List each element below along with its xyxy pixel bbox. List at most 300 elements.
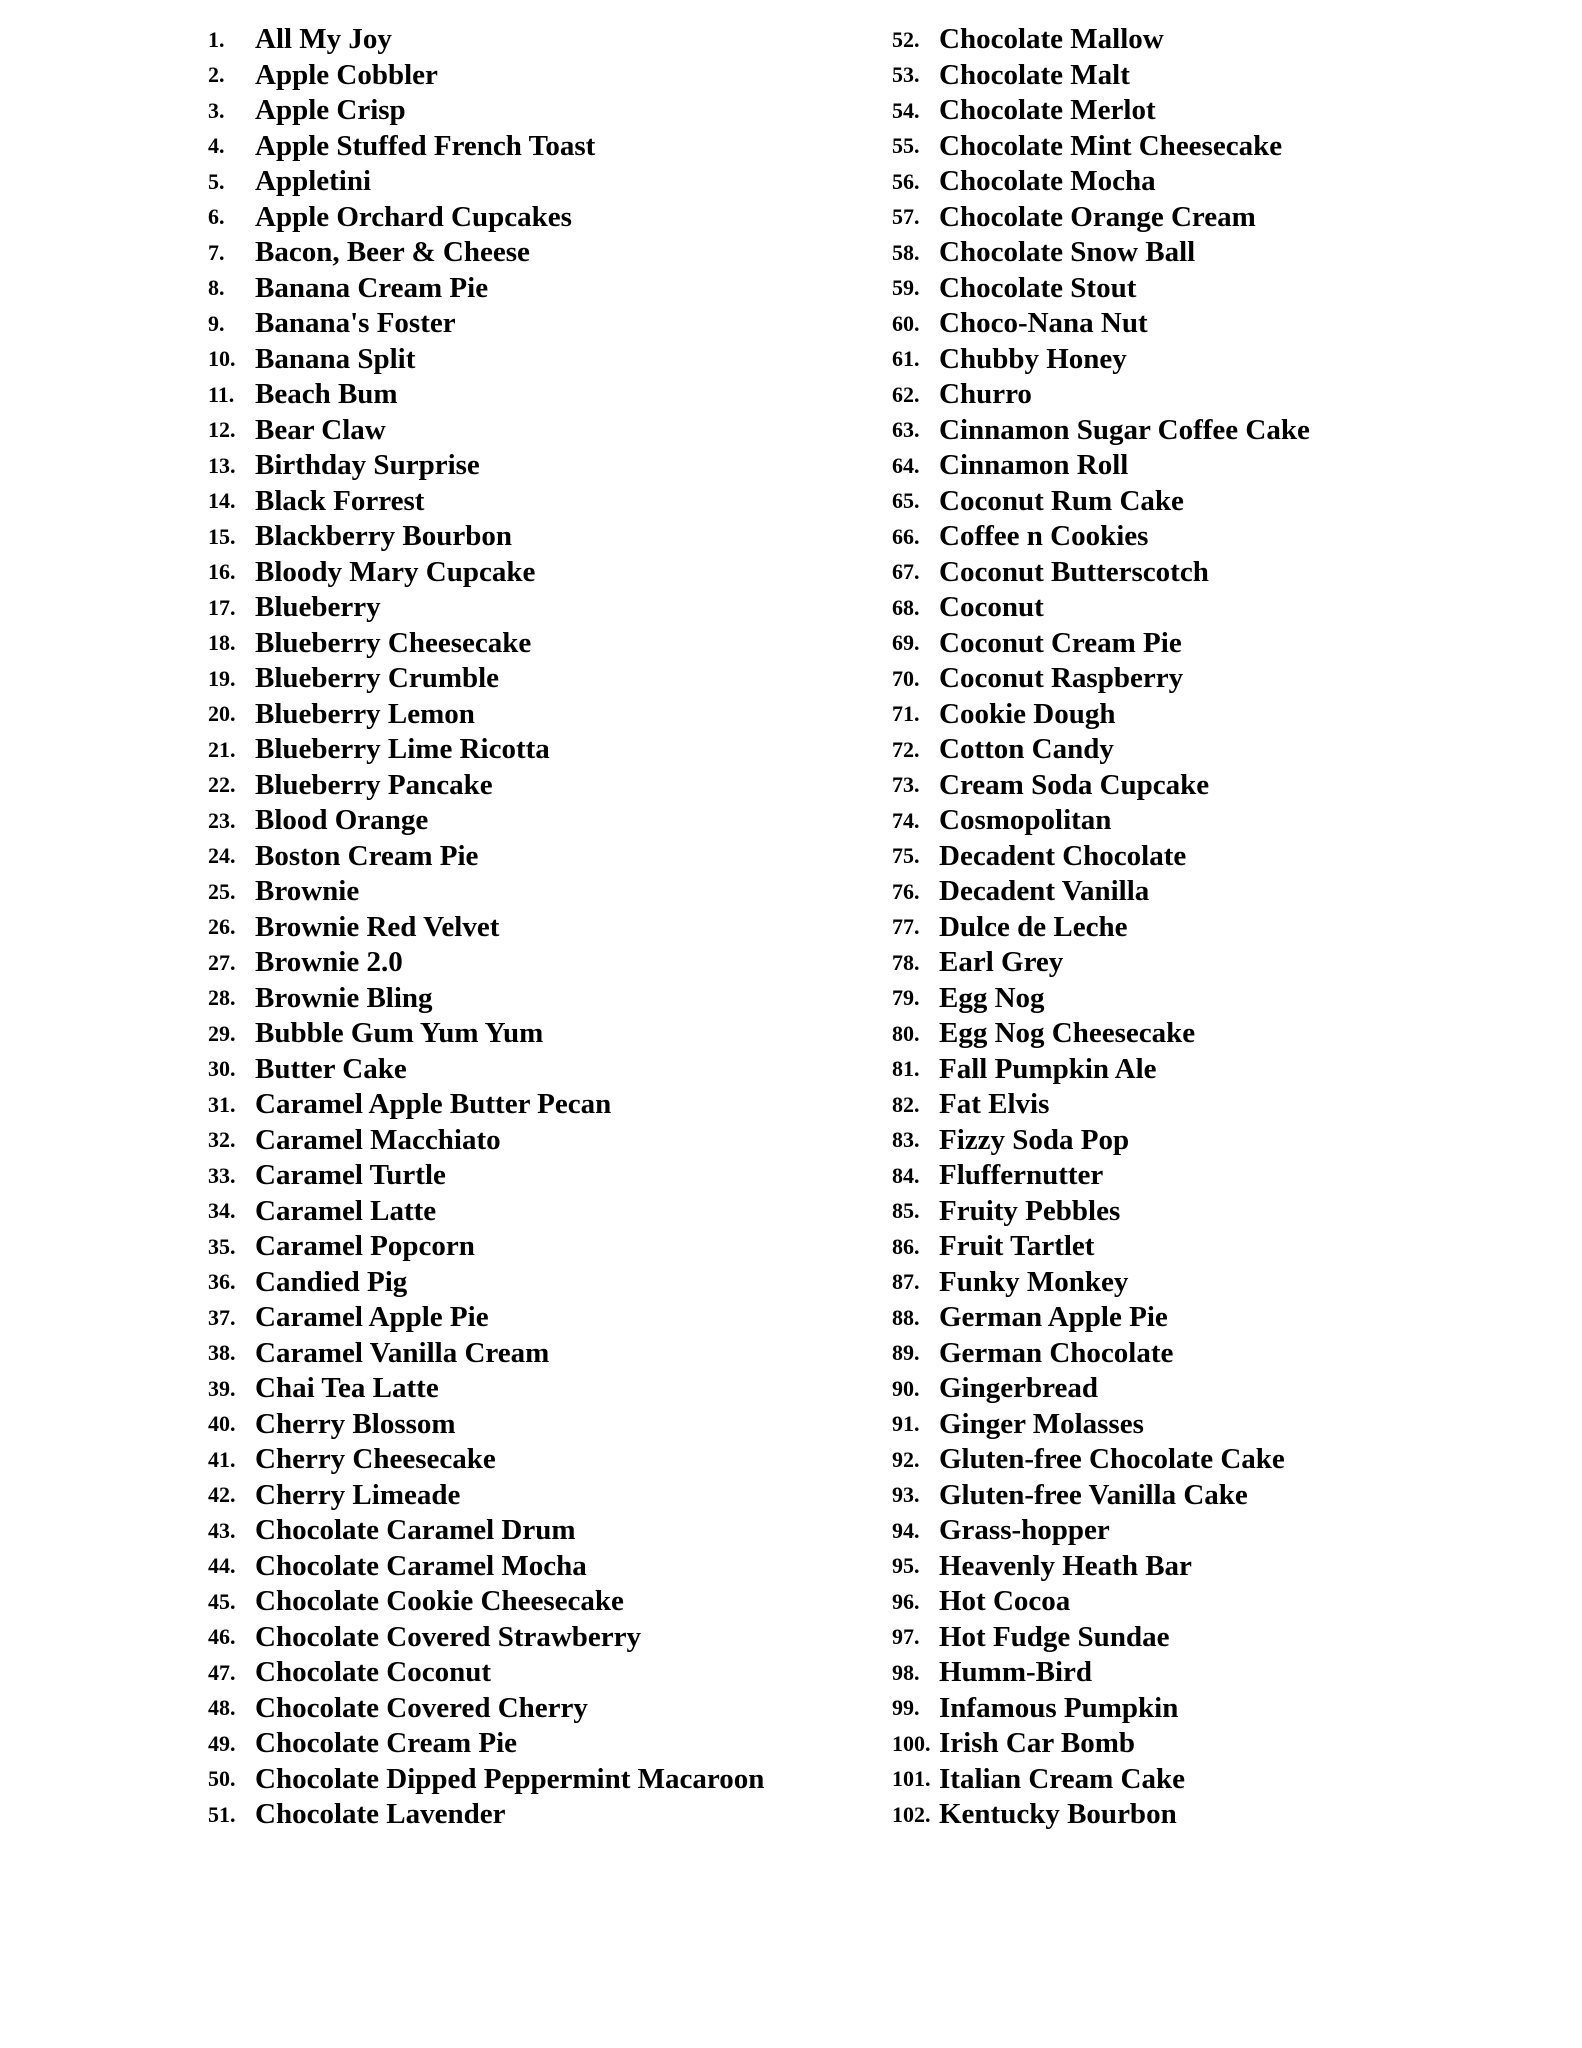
item-name: Chocolate Covered Cherry <box>255 1691 588 1724</box>
list-item <box>208 803 828 839</box>
item-name: Chocolate Merlot <box>939 94 1156 127</box>
list-item <box>892 1407 1532 1443</box>
item-number: 72. <box>892 736 920 762</box>
flavor-list-left-column <box>208 22 828 1833</box>
item-name: Blood Orange <box>255 804 429 837</box>
item-number: 69. <box>892 630 920 656</box>
list-item <box>892 1300 1532 1336</box>
list-item <box>892 1229 1532 1265</box>
list-item <box>208 732 828 768</box>
list-item <box>892 271 1532 307</box>
item-name: Blueberry Crumble <box>255 662 500 695</box>
item-number: 98. <box>892 1659 920 1685</box>
item-number: 17. <box>208 594 236 620</box>
item-name: Chocolate Mocha <box>939 165 1156 198</box>
item-number: 65. <box>892 488 920 514</box>
item-name: Brownie Bling <box>255 981 433 1014</box>
list-item <box>892 555 1532 591</box>
item-number: 46. <box>208 1624 236 1650</box>
item-name: Beach Bum <box>255 378 398 411</box>
item-number: 66. <box>892 523 920 549</box>
item-number: 82. <box>892 1091 920 1117</box>
item-number: 22. <box>208 772 236 798</box>
list-item <box>208 1442 828 1478</box>
list-item <box>208 129 828 165</box>
item-name: Chocolate Coconut <box>255 1656 492 1689</box>
list-item <box>892 1620 1532 1656</box>
item-name: Decadent Vanilla <box>939 875 1150 908</box>
item-number: 21. <box>208 736 236 762</box>
item-number: 102. <box>892 1801 931 1827</box>
item-number: 89. <box>892 1340 920 1366</box>
list-item <box>208 1549 828 1585</box>
item-number: 14. <box>208 488 236 514</box>
item-number: 53. <box>892 62 920 88</box>
item-number: 28. <box>208 985 236 1011</box>
item-number: 100. <box>892 1730 931 1756</box>
list-item <box>892 93 1532 129</box>
item-name: Brownie <box>255 875 360 908</box>
item-name: Boston Cream Pie <box>255 839 479 872</box>
item-number: 74. <box>892 807 920 833</box>
list-item <box>892 164 1532 200</box>
item-number: 34. <box>208 1198 236 1224</box>
list-item <box>208 1797 828 1833</box>
item-name: Churro <box>939 378 1032 411</box>
list-item <box>208 22 828 58</box>
item-name: Funky Monkey <box>939 1265 1129 1298</box>
item-name: Banana Cream Pie <box>255 271 489 304</box>
list-item <box>892 58 1532 94</box>
item-number: 77. <box>892 914 920 940</box>
list-item <box>208 945 828 981</box>
item-number: 49. <box>208 1730 236 1756</box>
list-item <box>208 1371 828 1407</box>
flavor-list-right-column <box>892 22 1532 1833</box>
item-name: Caramel Apple Butter Pecan <box>255 1088 612 1121</box>
list-item <box>892 732 1532 768</box>
item-number: 88. <box>892 1304 920 1330</box>
item-number: 84. <box>892 1162 920 1188</box>
item-name: Caramel Latte <box>255 1194 437 1227</box>
list-item <box>208 1016 828 1052</box>
list-item <box>208 839 828 875</box>
list-item <box>208 306 828 342</box>
item-name: Blueberry Lime Ricotta <box>255 733 550 766</box>
list-item <box>892 377 1532 413</box>
item-name: Dulce de Leche <box>939 910 1128 943</box>
item-name: Humm-Bird <box>939 1656 1093 1689</box>
item-number: 56. <box>892 168 920 194</box>
item-name: Chocolate Caramel Mocha <box>255 1549 587 1582</box>
item-name: Chai Tea Latte <box>255 1372 439 1405</box>
item-number: 43. <box>208 1517 236 1543</box>
item-number: 23. <box>208 807 236 833</box>
item-number: 57. <box>892 204 920 230</box>
item-name: Gluten-free Vanilla Cake <box>939 1478 1248 1511</box>
list-item <box>892 768 1532 804</box>
item-number: 39. <box>208 1375 236 1401</box>
item-number: 42. <box>208 1482 236 1508</box>
list-item <box>892 1052 1532 1088</box>
item-number: 41. <box>208 1446 236 1472</box>
list-item <box>892 519 1532 555</box>
item-number: 6. <box>208 204 225 230</box>
item-number: 30. <box>208 1056 236 1082</box>
item-number: 99. <box>892 1695 920 1721</box>
item-number: 35. <box>208 1233 236 1259</box>
item-name: Cream Soda Cupcake <box>939 768 1210 801</box>
item-name: Fall Pumpkin Ale <box>939 1052 1157 1085</box>
list-item <box>892 1726 1532 1762</box>
item-number: 19. <box>208 665 236 691</box>
item-number: 38. <box>208 1340 236 1366</box>
list-item <box>892 1158 1532 1194</box>
item-name: All My Joy <box>255 23 392 56</box>
item-name: Bubble Gum Yum Yum <box>255 1017 544 1050</box>
item-number: 9. <box>208 310 225 336</box>
item-number: 97. <box>892 1624 920 1650</box>
item-number: 55. <box>892 133 920 159</box>
item-number: 87. <box>892 1269 920 1295</box>
item-name: Apple Stuffed French Toast <box>255 129 596 162</box>
item-name: Fizzy Soda Pop <box>939 1123 1130 1156</box>
item-name: Italian Cream Cake <box>939 1762 1185 1795</box>
item-name: Fruity Pebbles <box>939 1194 1121 1227</box>
item-name: Kentucky Bourbon <box>939 1798 1177 1831</box>
item-number: 37. <box>208 1304 236 1330</box>
item-name: Brownie Red Velvet <box>255 910 500 943</box>
item-name: Heavenly Heath Bar <box>939 1549 1192 1582</box>
list-item <box>208 555 828 591</box>
item-name: Caramel Turtle <box>255 1159 446 1192</box>
list-item <box>892 839 1532 875</box>
item-name: Fluffernutter <box>939 1159 1104 1192</box>
list-item <box>208 413 828 449</box>
list-item <box>208 768 828 804</box>
item-name: German Chocolate <box>939 1336 1174 1369</box>
list-item <box>892 1584 1532 1620</box>
item-number: 32. <box>208 1127 236 1153</box>
item-number: 52. <box>892 26 920 52</box>
item-number: 40. <box>208 1411 236 1437</box>
item-name: Coffee n Cookies <box>939 520 1149 553</box>
item-number: 48. <box>208 1695 236 1721</box>
item-name: Caramel Apple Pie <box>255 1301 489 1334</box>
item-number: 62. <box>892 381 920 407</box>
item-number: 78. <box>892 949 920 975</box>
item-number: 68. <box>892 594 920 620</box>
item-number: 91. <box>892 1411 920 1437</box>
item-name: Cinnamon Roll <box>939 449 1129 482</box>
item-name: Cherry Limeade <box>255 1478 461 1511</box>
list-item <box>208 1620 828 1656</box>
item-number: 36. <box>208 1269 236 1295</box>
list-item <box>892 626 1532 662</box>
item-name: Cinnamon Sugar Coffee Cake <box>939 413 1310 446</box>
list-item <box>892 1478 1532 1514</box>
list-item <box>208 1478 828 1514</box>
item-number: 1. <box>208 26 225 52</box>
item-name: Chocolate Dipped Peppermint Macaroon <box>255 1762 765 1795</box>
item-number: 15. <box>208 523 236 549</box>
item-name: Bear Claw <box>255 413 386 446</box>
item-number: 47. <box>208 1659 236 1685</box>
item-number: 20. <box>208 701 236 727</box>
list-item <box>892 1655 1532 1691</box>
list-item <box>208 1123 828 1159</box>
item-number: 5. <box>208 168 225 194</box>
list-item <box>208 1229 828 1265</box>
list-item <box>208 1158 828 1194</box>
item-name: Bloody Mary Cupcake <box>255 555 536 588</box>
list-item <box>892 1123 1532 1159</box>
item-number: 4. <box>208 133 225 159</box>
item-name: Chocolate Mallow <box>939 23 1164 56</box>
item-number: 24. <box>208 843 236 869</box>
item-number: 59. <box>892 275 920 301</box>
item-name: Blueberry Lemon <box>255 697 475 730</box>
list-item <box>892 1336 1532 1372</box>
item-number: 50. <box>208 1766 236 1792</box>
item-number: 71. <box>892 701 920 727</box>
list-item <box>892 1371 1532 1407</box>
list-item <box>208 1762 828 1798</box>
item-number: 10. <box>208 346 236 372</box>
item-name: Caramel Popcorn <box>255 1230 475 1263</box>
item-name: Chocolate Mint Cheesecake <box>939 129 1283 162</box>
list-item <box>208 200 828 236</box>
item-number: 93. <box>892 1482 920 1508</box>
item-number: 29. <box>208 1020 236 1046</box>
list-item <box>892 910 1532 946</box>
item-name: Apple Orchard Cupcakes <box>255 200 572 233</box>
item-name: Black Forrest <box>255 484 425 517</box>
item-name: Hot Cocoa <box>939 1585 1071 1618</box>
item-name: Hot Fudge Sundae <box>939 1620 1170 1653</box>
item-name: Grass-hopper <box>939 1514 1110 1547</box>
list-item <box>208 1087 828 1123</box>
list-item <box>892 945 1532 981</box>
item-number: 58. <box>892 239 920 265</box>
item-name: Candied Pig <box>255 1265 408 1298</box>
list-item <box>892 306 1532 342</box>
item-name: Brownie 2.0 <box>255 946 403 979</box>
item-number: 95. <box>892 1553 920 1579</box>
list-item <box>208 484 828 520</box>
item-number: 2. <box>208 62 225 88</box>
list-item <box>208 981 828 1017</box>
item-number: 92. <box>892 1446 920 1472</box>
list-item <box>208 697 828 733</box>
item-number: 81. <box>892 1056 920 1082</box>
item-number: 44. <box>208 1553 236 1579</box>
item-name: Chocolate Cookie Cheesecake <box>255 1585 624 1618</box>
list-item <box>892 697 1532 733</box>
item-name: Birthday Surprise <box>255 449 480 482</box>
list-item <box>892 981 1532 1017</box>
list-item <box>208 1407 828 1443</box>
item-number: 94. <box>892 1517 920 1543</box>
item-name: Chocolate Cream Pie <box>255 1727 517 1760</box>
list-item <box>892 661 1532 697</box>
item-name: Gingerbread <box>939 1372 1098 1405</box>
list-item <box>208 661 828 697</box>
item-name: Coconut Cream Pie <box>939 626 1182 659</box>
item-name: Caramel Vanilla Cream <box>255 1336 550 1369</box>
item-number: 45. <box>208 1588 236 1614</box>
item-number: 63. <box>892 417 920 443</box>
item-name: Cosmopolitan <box>939 804 1112 837</box>
item-number: 60. <box>892 310 920 336</box>
list-item <box>892 129 1532 165</box>
item-number: 83. <box>892 1127 920 1153</box>
item-name: Blueberry Cheesecake <box>255 626 532 659</box>
list-item <box>892 1691 1532 1727</box>
item-number: 3. <box>208 97 225 123</box>
item-name: Banana Split <box>255 342 416 375</box>
item-number: 90. <box>892 1375 920 1401</box>
list-item <box>208 1726 828 1762</box>
item-name: Bacon, Beer & Cheese <box>255 236 530 269</box>
item-name: Cherry Cheesecake <box>255 1443 496 1476</box>
item-number: 18. <box>208 630 236 656</box>
item-name: Coconut Rum Cake <box>939 484 1184 517</box>
item-number: 85. <box>892 1198 920 1224</box>
list-item <box>892 1442 1532 1478</box>
item-name: Blackberry Bourbon <box>255 520 512 553</box>
list-item <box>892 1513 1532 1549</box>
item-name: Coconut Raspberry <box>939 662 1184 695</box>
list-item <box>892 342 1532 378</box>
item-name: Ginger Molasses <box>939 1407 1144 1440</box>
list-item <box>208 271 828 307</box>
item-name: Infamous Pumpkin <box>939 1691 1179 1724</box>
list-item <box>892 22 1532 58</box>
item-number: 61. <box>892 346 920 372</box>
item-name: Apple Cobbler <box>255 58 438 91</box>
list-item <box>208 1691 828 1727</box>
item-name: Caramel Macchiato <box>255 1123 501 1156</box>
list-item <box>208 1513 828 1549</box>
item-name: Egg Nog Cheesecake <box>939 1017 1196 1050</box>
list-item <box>208 377 828 413</box>
list-item <box>892 1016 1532 1052</box>
item-name: Coconut Butterscotch <box>939 555 1209 588</box>
list-item <box>208 58 828 94</box>
item-number: 11. <box>208 381 235 407</box>
list-item <box>892 413 1532 449</box>
item-name: Gluten-free Chocolate Cake <box>939 1443 1285 1476</box>
item-name: Blueberry <box>255 591 381 624</box>
list-item <box>208 874 828 910</box>
item-number: 26. <box>208 914 236 940</box>
item-name: Cherry Blossom <box>255 1407 456 1440</box>
list-item <box>892 1087 1532 1123</box>
item-number: 7. <box>208 239 225 265</box>
item-name: Cotton Candy <box>939 733 1114 766</box>
list-item <box>208 1194 828 1230</box>
item-number: 64. <box>892 452 920 478</box>
list-item <box>208 1655 828 1691</box>
item-number: 12. <box>208 417 236 443</box>
list-item <box>208 910 828 946</box>
list-item <box>208 448 828 484</box>
item-name: Fruit Tartlet <box>939 1230 1095 1263</box>
item-number: 33. <box>208 1162 236 1188</box>
list-item <box>208 342 828 378</box>
item-number: 16. <box>208 559 236 585</box>
item-name: Choco-Nana Nut <box>939 307 1148 340</box>
item-name: Chocolate Caramel Drum <box>255 1514 576 1547</box>
item-number: 51. <box>208 1801 236 1827</box>
item-name: Chocolate Covered Strawberry <box>255 1620 642 1653</box>
item-number: 101. <box>892 1766 931 1792</box>
list-item <box>892 448 1532 484</box>
item-name: Coconut <box>939 591 1044 624</box>
item-number: 79. <box>892 985 920 1011</box>
item-number: 8. <box>208 275 225 301</box>
list-item <box>892 1549 1532 1585</box>
item-name: Decadent Chocolate <box>939 839 1187 872</box>
item-number: 76. <box>892 878 920 904</box>
item-name: Chubby Honey <box>939 342 1127 375</box>
item-name: Fat Elvis <box>939 1088 1050 1121</box>
item-name: Blueberry Pancake <box>255 768 493 801</box>
item-name: German Apple Pie <box>939 1301 1168 1334</box>
list-item <box>892 874 1532 910</box>
item-number: 75. <box>892 843 920 869</box>
list-item <box>892 590 1532 626</box>
item-name: Earl Grey <box>939 946 1064 979</box>
item-number: 25. <box>208 878 236 904</box>
item-name: Chocolate Snow Ball <box>939 236 1196 269</box>
list-item <box>892 1797 1532 1833</box>
item-name: Banana's Foster <box>255 307 456 340</box>
list-item <box>208 164 828 200</box>
list-item <box>208 590 828 626</box>
item-name: Apple Crisp <box>255 94 406 127</box>
item-name: Egg Nog <box>939 981 1045 1014</box>
item-name: Irish Car Bomb <box>939 1727 1136 1760</box>
list-item <box>892 235 1532 271</box>
item-name: Chocolate Lavender <box>255 1798 506 1831</box>
item-number: 27. <box>208 949 236 975</box>
list-item <box>208 1265 828 1301</box>
item-number: 67. <box>892 559 920 585</box>
list-item <box>892 803 1532 839</box>
item-number: 70. <box>892 665 920 691</box>
list-item <box>892 200 1532 236</box>
item-name: Chocolate Malt <box>939 58 1130 91</box>
item-number: 80. <box>892 1020 920 1046</box>
item-name: Chocolate Stout <box>939 271 1137 304</box>
list-item <box>208 93 828 129</box>
item-name: Chocolate Orange Cream <box>939 200 1256 233</box>
list-item <box>892 1265 1532 1301</box>
list-item <box>892 1762 1532 1798</box>
item-number: 54. <box>892 97 920 123</box>
list-item <box>892 484 1532 520</box>
list-item <box>892 1194 1532 1230</box>
item-name: Butter Cake <box>255 1052 407 1085</box>
list-item <box>208 235 828 271</box>
item-number: 13. <box>208 452 236 478</box>
list-item <box>208 626 828 662</box>
item-name: Cookie Dough <box>939 697 1116 730</box>
list-item <box>208 1300 828 1336</box>
list-item <box>208 1336 828 1372</box>
